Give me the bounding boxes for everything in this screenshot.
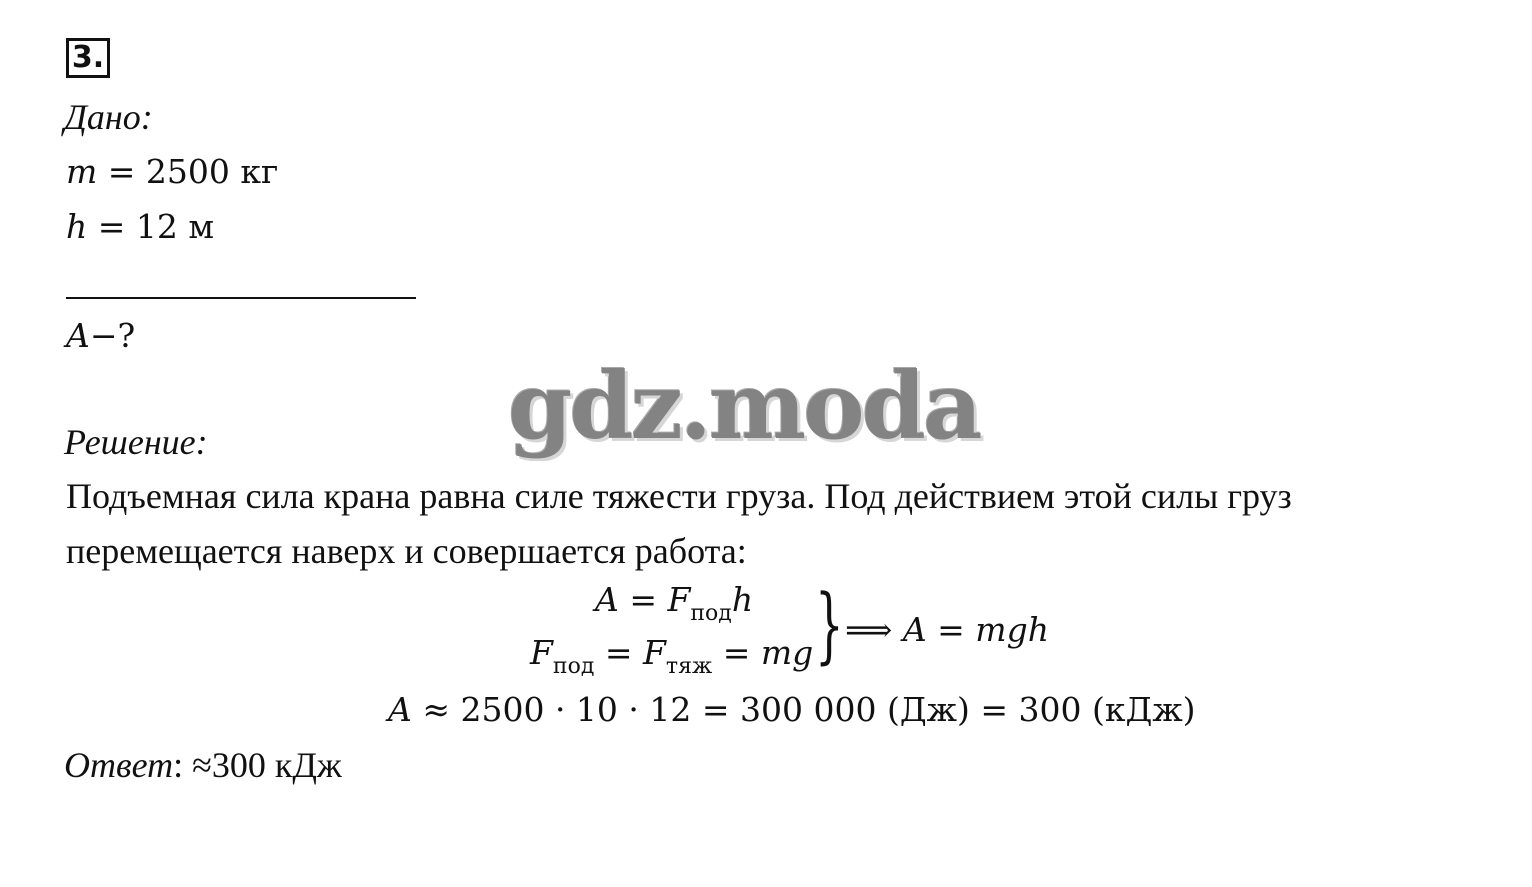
mass-var: m bbox=[66, 152, 98, 191]
eq1-equals: = bbox=[618, 580, 668, 619]
system-brace: } bbox=[815, 578, 844, 673]
answer-value: : ≈300 кДж bbox=[173, 745, 342, 785]
solution-line-2: перемещается наверх и совершается работа: bbox=[66, 531, 747, 571]
equation-work bbox=[595, 580, 753, 626]
solution-line-1: Подъемная сила крана равна силе тяжести груза. Под действием этой силы груз bbox=[66, 476, 1292, 516]
mass-value: = 2500 bbox=[97, 152, 241, 191]
given-label: Дано: bbox=[64, 97, 153, 137]
eq2-gravity-sub: тяж bbox=[665, 654, 713, 679]
given-height bbox=[66, 207, 214, 246]
eq2-force-lift: F bbox=[530, 633, 553, 672]
calc-expression: ≈ 2500 · 10 · 12 = 300 000 (Дж) = 300 (кДж) bbox=[411, 690, 1196, 729]
given-mass bbox=[66, 152, 278, 191]
watermark: gdz.moda bbox=[508, 352, 980, 460]
calculation bbox=[388, 690, 1196, 729]
result-equals: = bbox=[926, 610, 976, 649]
calc-var: A bbox=[388, 690, 412, 729]
find-rest: −? bbox=[89, 316, 136, 355]
eq2-lift-sub: под bbox=[552, 654, 595, 679]
eq1-force-sub: под bbox=[690, 601, 732, 626]
find-var: A bbox=[66, 316, 90, 355]
equation-force bbox=[530, 633, 813, 679]
answer-label: Ответ bbox=[64, 745, 174, 785]
solution-label: Решение: bbox=[64, 422, 208, 462]
answer bbox=[64, 744, 342, 786]
result-A: A bbox=[902, 610, 927, 649]
eq1-height: h bbox=[731, 580, 754, 619]
eq1-lhs: A bbox=[595, 580, 619, 619]
eq2-force-gravity: F bbox=[643, 633, 666, 672]
mass-unit: кг bbox=[240, 152, 279, 191]
eq2-mg: mg bbox=[760, 633, 814, 672]
find-quantity bbox=[66, 316, 135, 355]
result-mgh: mgh bbox=[975, 610, 1049, 649]
implies-arrow: ⟹ bbox=[845, 610, 903, 649]
eq2-equals-2: = bbox=[712, 633, 761, 672]
eq2-equals-1: = bbox=[594, 633, 644, 672]
problem-number: 3. bbox=[66, 38, 110, 78]
given-divider bbox=[66, 297, 416, 299]
equation-result bbox=[845, 610, 1049, 649]
eq1-force: F bbox=[667, 580, 691, 619]
height-unit: м bbox=[188, 207, 215, 246]
height-var: h bbox=[66, 207, 88, 246]
height-value: = 12 bbox=[87, 207, 189, 246]
